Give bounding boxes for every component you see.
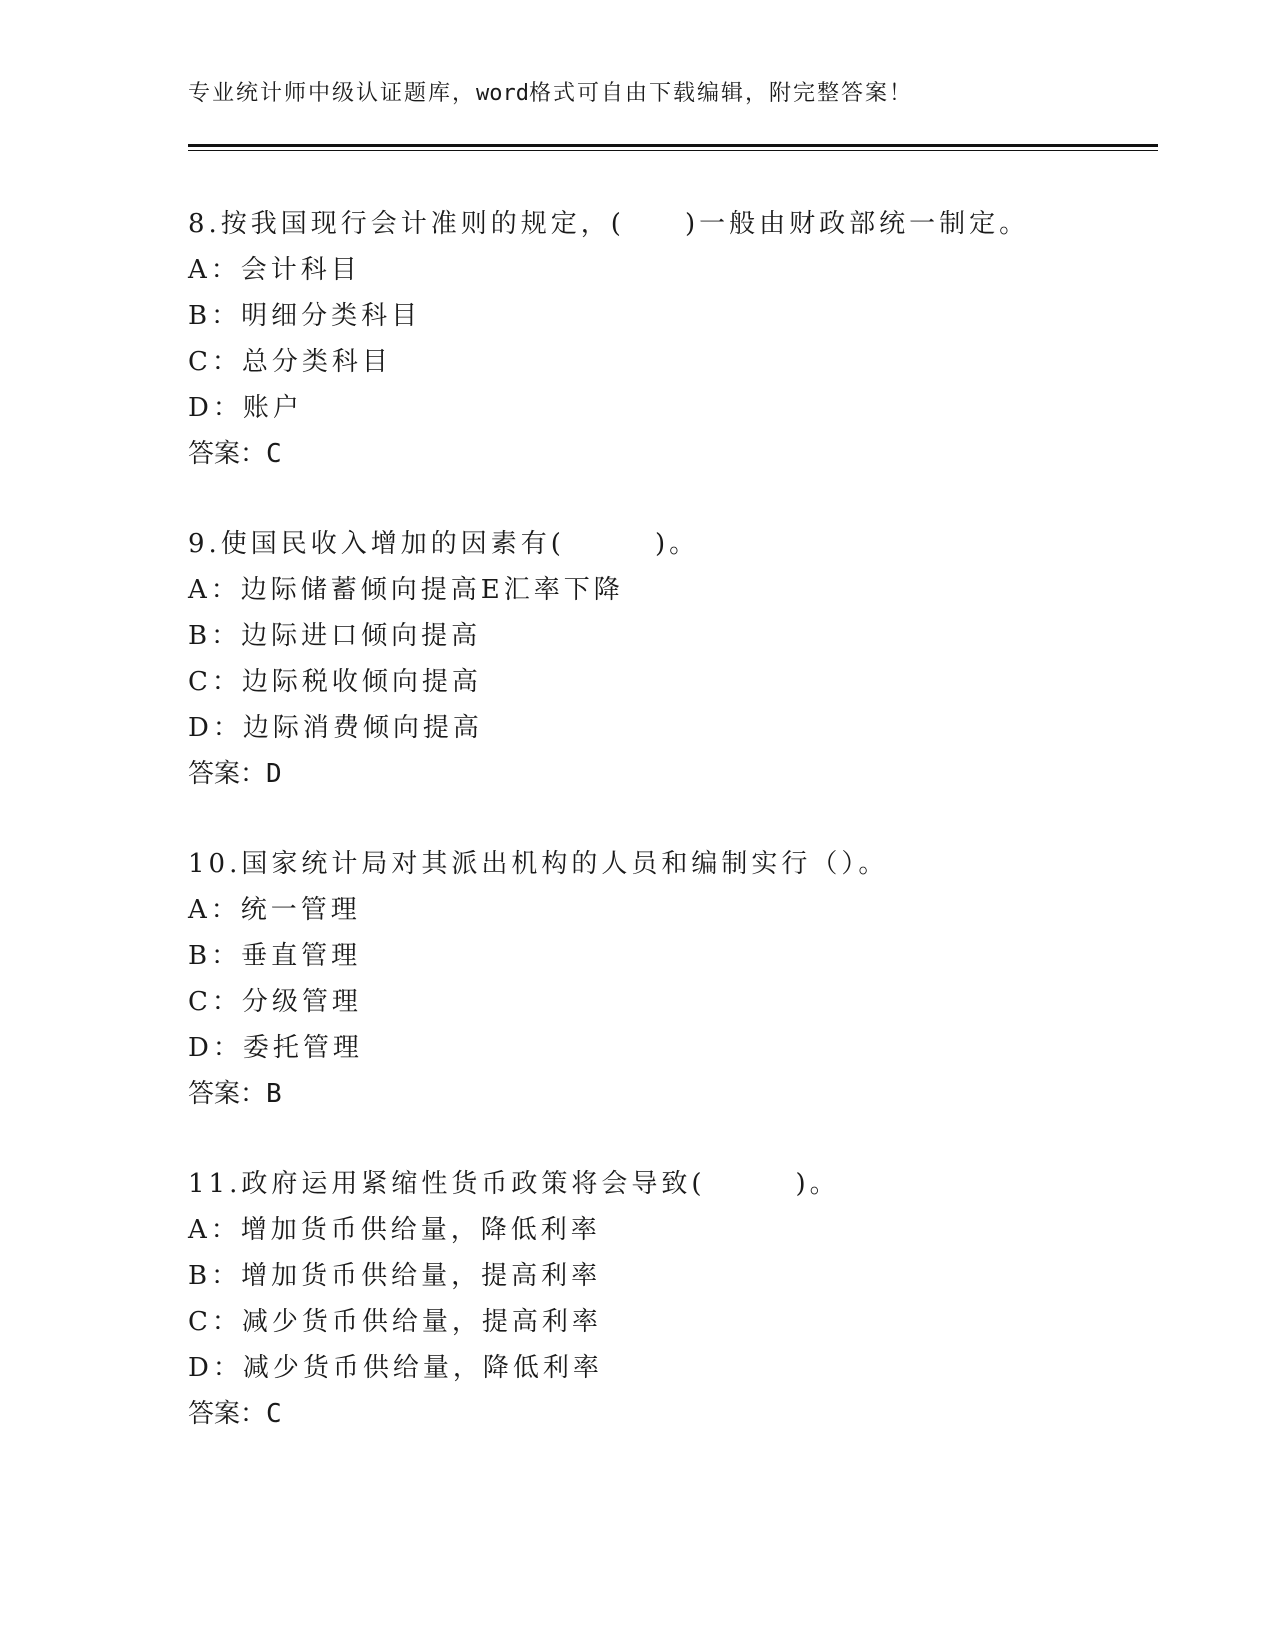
header-text-prefix: 专业统计师中级认证题库，	[188, 81, 477, 106]
answer-label: 答案：	[188, 1079, 267, 1109]
answer-line	[188, 751, 1158, 797]
option-a: A：边际储蓄倾向提高E汇率下降	[188, 575, 624, 605]
option-b: B：边际进口倾向提高	[188, 621, 482, 651]
option-d: D：委托管理	[188, 1033, 363, 1063]
answer-line	[188, 431, 1158, 477]
answer-line	[188, 1391, 1158, 1437]
header-text-suffix: 格式可自由下载编辑，附完整答案！	[529, 81, 914, 106]
header-divider-thick	[188, 144, 1158, 147]
header-text-word: word	[476, 81, 529, 106]
option-a: A：统一管理	[188, 895, 361, 925]
question-10	[188, 841, 1158, 1117]
question-stem: 8.按我国现行会计准则的规定，( )一般由财政部统一制定。	[188, 209, 1030, 239]
option-a: A：会计科目	[188, 255, 361, 285]
answer-line	[188, 1071, 1158, 1117]
option-b: B：明细分类科目	[188, 301, 422, 331]
header-divider-thin	[188, 150, 1158, 151]
option-d: D：账户	[188, 393, 303, 423]
question-9	[188, 521, 1158, 797]
question-stem: 11.政府运用紧缩性货币政策将会导致( )。	[188, 1169, 840, 1199]
option-d: D：边际消费倾向提高	[188, 713, 483, 743]
question-8	[188, 201, 1158, 477]
answer-label: 答案：	[188, 1399, 267, 1429]
option-c: C：边际税收倾向提高	[188, 667, 482, 697]
answer-value: B	[266, 1079, 282, 1109]
question-stem: 10.国家统计局对其派出机构的人员和编制实行（）。	[188, 849, 889, 879]
option-c: C：减少货币供给量，提高利率	[188, 1307, 602, 1337]
answer-label: 答案：	[188, 439, 267, 469]
answer-value: C	[266, 439, 282, 469]
option-b: B：增加货币供给量，提高利率	[188, 1261, 602, 1291]
question-11	[188, 1161, 1158, 1437]
answer-value: C	[266, 1399, 282, 1429]
option-d: D：减少货币供给量，降低利率	[188, 1353, 603, 1383]
option-c: C：分级管理	[188, 987, 362, 1017]
answer-value: D	[266, 759, 282, 789]
option-b: B：垂直管理	[188, 941, 362, 971]
option-c: C：总分类科目	[188, 347, 392, 377]
answer-label: 答案：	[188, 759, 267, 789]
option-a: A：增加货币供给量，降低利率	[188, 1215, 601, 1245]
page-header	[188, 76, 913, 107]
question-stem: 9.使国民收入增加的因素有( )。	[188, 529, 700, 559]
